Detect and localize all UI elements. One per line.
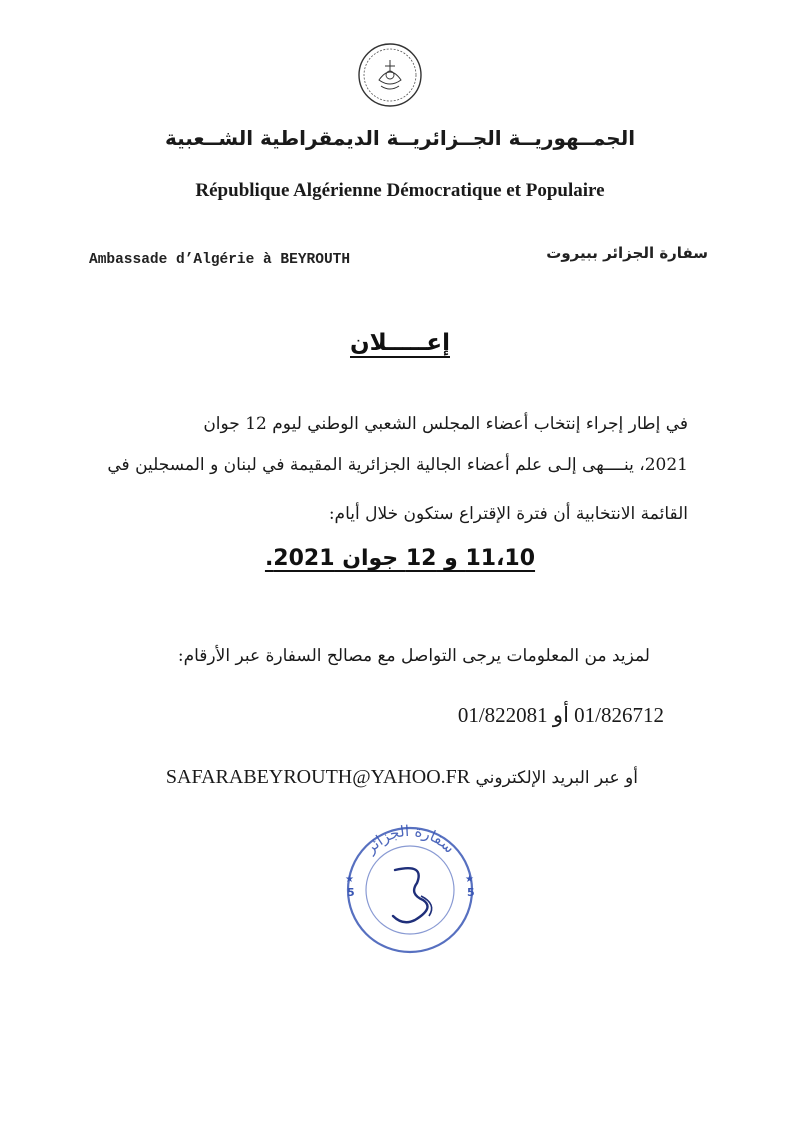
voting-dates bbox=[0, 546, 800, 571]
phone-numbers: 01/826712 أو 01/822081 bbox=[457, 703, 664, 727]
announcement-paragraph-line-2: 2021، ينــــهى إلـى علم أعضاء الجالية الجزائرية المقيمة في لبنان و المسجلين في bbox=[107, 455, 688, 475]
svg-text:★: ★ bbox=[345, 874, 354, 885]
stamp-arc-text: سفارة الجزائر bbox=[361, 821, 459, 857]
announcement-paragraph-line-1: في إطار إجراء إنتخاب أعضاء المجلس الشعبي الوطني ليوم 12 جوان bbox=[203, 414, 688, 434]
stamp-number-right: 5 bbox=[467, 886, 475, 899]
email-line bbox=[166, 766, 638, 789]
stamp-number-left: 5 bbox=[347, 886, 355, 899]
republic-title-arabic: الجمــهوريــة الجــزائريــة الديمقراطية الشــعبية bbox=[164, 126, 636, 150]
email-prefix: أو عبر البريد الإلكتروني bbox=[475, 768, 638, 788]
announcement-heading bbox=[0, 330, 800, 356]
embassy-name-arabic: سفارة الجزائر ببيروت bbox=[546, 244, 708, 262]
embassy-name-french: Ambassade d’Algérie à BEYROUTH bbox=[89, 252, 351, 268]
announcement-paragraph-line-3: القائمة الانتخابية أن فترة الإقتراع ستكون خلال أيام: bbox=[328, 504, 688, 524]
republic-title-french: République Algérienne Démocratique et Populaire bbox=[195, 180, 605, 201]
contact-info-text: لمزيد من المعلومات يرجى التواصل مع مصالح السفارة عبر الأرقام: bbox=[177, 646, 650, 666]
svg-text:★: ★ bbox=[465, 874, 474, 885]
email-address: SAFARABEYROUTH@YAHOO.FR bbox=[165, 766, 471, 788]
national-emblem-icon bbox=[357, 42, 423, 108]
voting-dates-text: 11،10 و 12 جوان 2021. bbox=[264, 546, 536, 571]
embassy-stamp-icon bbox=[325, 808, 495, 958]
announcement-heading-text: إعـــــلان bbox=[350, 330, 450, 356]
